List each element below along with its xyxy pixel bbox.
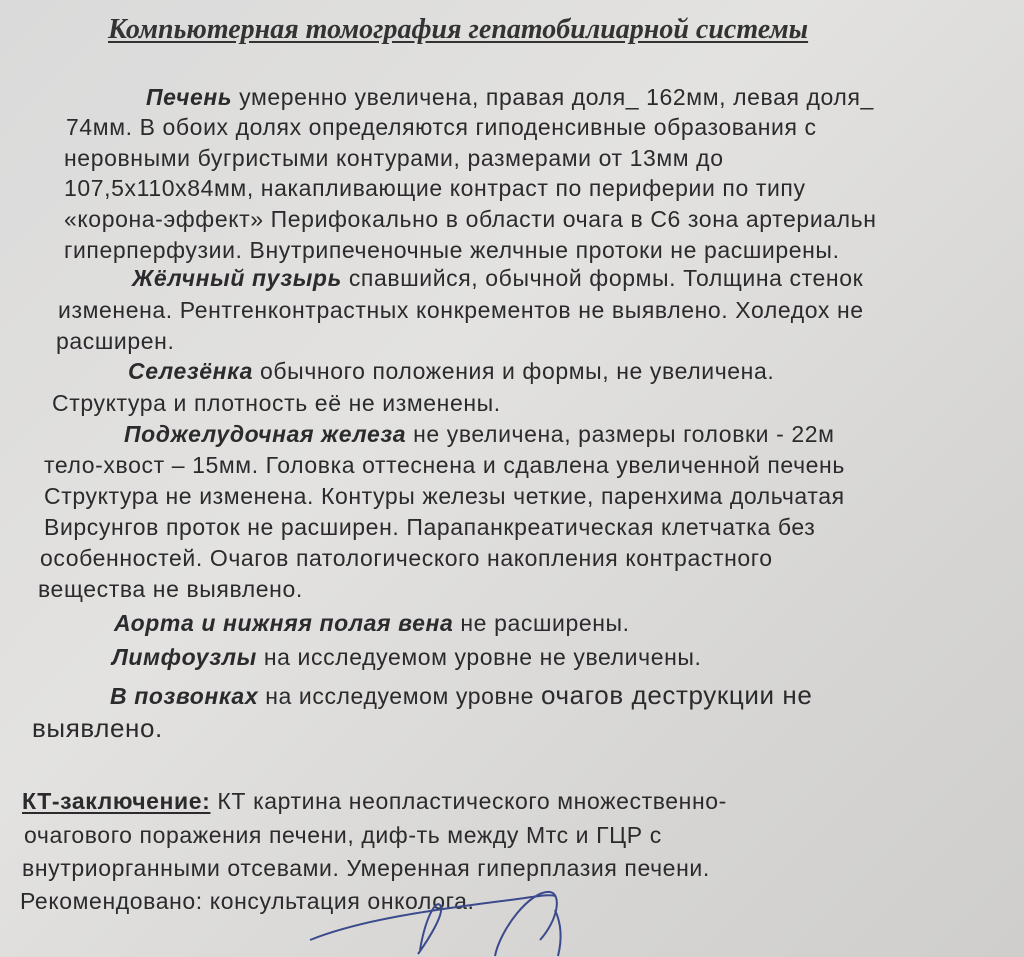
- conclusion-label: КТ-заключение:: [22, 788, 211, 814]
- pancreas-line-3: Структура не изменена. Контуры железы четкие, паренхима дольчатая: [44, 483, 845, 509]
- spine-line-1: [110, 682, 812, 708]
- pancreas-heading: Поджелудочная железа: [124, 421, 407, 447]
- spleen-heading: Селезёнка: [128, 358, 254, 384]
- liver-text: умеренно увеличена, правая доля_ 162мм, левая доля_: [232, 84, 874, 110]
- lymph-line: [112, 646, 702, 669]
- pancreas-line-1: [124, 423, 835, 446]
- spleen-line-1: [128, 360, 774, 383]
- spine-heading: В позвонках: [110, 683, 259, 709]
- liver-line-3: неровными бугристыми контурами, размерами от 13мм до: [64, 145, 724, 171]
- pancreas-line-5: особенностей. Очагов патологического накопления контрастного: [40, 545, 773, 571]
- spine-line-2: выявлено.: [32, 713, 163, 743]
- gallbladder-line-3: расширен.: [56, 328, 175, 354]
- pancreas-text: не увеличена, размеры головки - 22м: [406, 421, 835, 447]
- conclusion-line-3: внутриорганными отсевами. Умеренная гиперплазия печени.: [22, 855, 710, 881]
- conclusion-line-1: [22, 790, 727, 813]
- liver-line-6: гиперперфузии. Внутрипеченочные желчные протоки не расширены.: [64, 237, 840, 263]
- aorta-heading: Аорта и нижняя полая вена: [114, 610, 454, 636]
- conclusion-line-2: очагового поражения печени, диф-ть между Мтс и ГЦР с: [24, 822, 662, 848]
- document-title: Компьютерная томография гепатобилиарной системы: [108, 14, 809, 45]
- gallbladder-text: спавшийся, обычной формы. Толщина стенок: [341, 265, 864, 291]
- aorta-line: [114, 612, 630, 635]
- pancreas-line-4: Вирсунгов проток не расширен. Парапанкреатическая клетчатка без: [44, 514, 816, 540]
- signature-scribble: [300, 880, 620, 957]
- pancreas-line-6: вещества не выявлено.: [38, 576, 303, 602]
- gallbladder-line-2: изменена. Рентгенконтрастных конкрементов не выявлено. Холедох не: [58, 297, 864, 323]
- spine-text-large: очагов деструкции не: [541, 680, 813, 710]
- liver-line-5: «корона-эффект» Перифокально в области очага в С6 зона артериальн: [64, 206, 877, 232]
- liver-line-1: [146, 86, 874, 109]
- liver-line-2: 74мм. В обоих долях определяются гиподенсивные образования с: [66, 114, 817, 140]
- spleen-line-2: Структура и плотность её не изменены.: [52, 390, 501, 416]
- pancreas-line-2: тело-хвост – 15мм. Головка оттеснена и сдавлена увеличенной печень: [44, 452, 845, 478]
- conclusion-text: КТ картина неопластического множественно-: [210, 788, 727, 814]
- lymph-heading: Лимфоузлы: [112, 644, 257, 670]
- liver-heading: Печень: [146, 84, 233, 110]
- aorta-text: не расширены.: [453, 610, 630, 636]
- lymph-text: на исследуемом уровне не увеличены.: [256, 644, 702, 670]
- gallbladder-heading: Жёлчный пузырь: [132, 265, 342, 291]
- gallbladder-line-1: [132, 267, 863, 290]
- liver-line-4: 107,5х110х84мм, накапливающие контраст по периферии по типу: [64, 175, 806, 201]
- conclusion-line-4: Рекомендовано: консультация онколога.: [20, 888, 475, 914]
- spleen-text: обычного положения и формы, не увеличена.: [253, 358, 775, 384]
- spine-text: на исследуемом уровне: [258, 683, 542, 709]
